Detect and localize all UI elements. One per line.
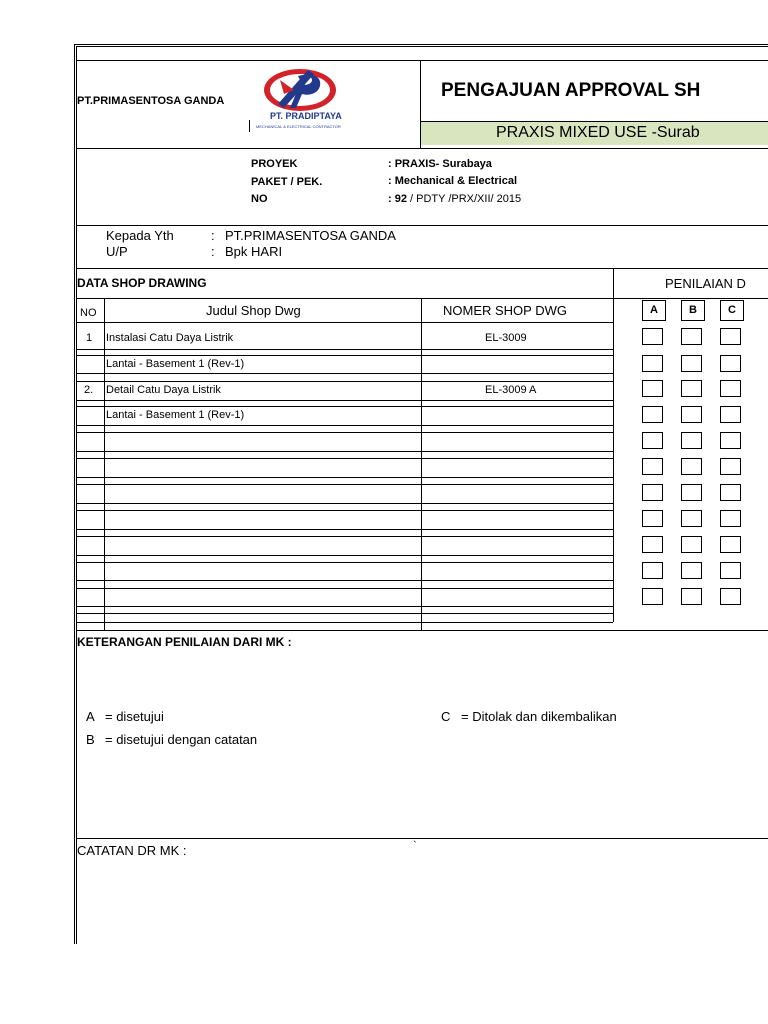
legend-b-text: = disetujui dengan catatan	[105, 732, 258, 747]
row-line	[76, 580, 613, 581]
row-1-no: 1	[86, 332, 93, 344]
row-line	[76, 536, 613, 537]
logo-tick	[249, 120, 250, 132]
checkbox-c-row-6[interactable]	[720, 458, 741, 475]
row-line	[76, 451, 613, 452]
checkbox-a-row-10[interactable]	[642, 562, 663, 579]
checkbox-b-row-9[interactable]	[681, 536, 702, 553]
header-bottom-line	[76, 148, 768, 149]
checkbox-a-row-4[interactable]	[642, 406, 663, 423]
row-line	[76, 588, 613, 589]
project-bottom-line	[76, 225, 768, 226]
assessment-title: PENILAIAN D	[665, 276, 746, 291]
checkbox-a-row-11[interactable]	[642, 588, 663, 605]
company-name: PT.PRIMASENTOSA GANDA	[77, 95, 225, 107]
row-line	[76, 613, 613, 614]
checkbox-c-row-5[interactable]	[720, 432, 741, 449]
to-value: PT.PRIMASENTOSA GANDA	[225, 228, 396, 243]
project-subtitle: PRAXIS MIXED USE -Surab	[496, 124, 700, 141]
row-2-title: Lantai - Basement 1 (Rev-1)	[106, 358, 245, 370]
row-line	[76, 373, 613, 374]
row-line	[76, 400, 613, 401]
row-3-title: Detail Catu Daya Listrik	[106, 384, 221, 396]
column-no: NO	[80, 307, 97, 319]
notes-label: CATATAN DR MK :	[77, 843, 187, 858]
row-4-title: Lantai - Basement 1 (Rev-1)	[106, 409, 245, 421]
assessment-divider	[613, 268, 614, 622]
checkbox-b-row-10[interactable]	[681, 562, 702, 579]
checkbox-b-row-5[interactable]	[681, 432, 702, 449]
checkbox-b-row-1[interactable]	[681, 328, 702, 345]
row-line	[76, 606, 613, 607]
checkbox-c-row-10[interactable]	[720, 562, 741, 579]
checkbox-c-row-4[interactable]	[720, 406, 741, 423]
legend-b-key: B	[86, 732, 95, 747]
document-number	[388, 193, 521, 205]
checkbox-c-row-2[interactable]	[720, 355, 741, 372]
legend-a-key: A	[86, 709, 95, 724]
row-line	[76, 562, 613, 563]
legend-bottom-line	[76, 838, 768, 839]
table-header-bottom-line	[76, 322, 613, 323]
checkbox-b-row-3[interactable]	[681, 380, 702, 397]
checkbox-b-row-11[interactable]	[681, 588, 702, 605]
row-line	[76, 425, 613, 426]
checkbox-b-row-8[interactable]	[681, 510, 702, 527]
up-value: Bpk HARI	[225, 244, 283, 259]
row-line	[76, 432, 613, 433]
row-line	[76, 622, 613, 623]
frame-top-line-inner	[76, 46, 768, 47]
checkbox-a-row-5[interactable]	[642, 432, 663, 449]
row-line	[76, 477, 613, 478]
row-1-title: Instalasi Catu Daya Listrik	[106, 332, 234, 344]
checkbox-a-row-6[interactable]	[642, 458, 663, 475]
row-line	[76, 484, 613, 485]
legend-title: KETERANGAN PENILAIAN DARI MK :	[77, 635, 292, 649]
page-title: PENGAJUAN APPROVAL SH	[441, 80, 701, 101]
header-top-line	[76, 60, 768, 61]
checkbox-b-row-2[interactable]	[681, 355, 702, 372]
row-line	[76, 555, 613, 556]
legend-a-text: = disetujui	[105, 709, 164, 724]
column-number: NOMER SHOP DWG	[443, 303, 567, 318]
package-label: PAKET / PEK.	[251, 176, 323, 188]
logo-tagline: MECHANICAL & ELECTRICAL CONTRACTOR	[256, 124, 341, 129]
checkbox-a-row-8[interactable]	[642, 510, 663, 527]
checkbox-b-row-7[interactable]	[681, 484, 702, 501]
recipient-bottom-line	[76, 268, 768, 269]
subtitle-banner	[421, 122, 768, 145]
checkbox-b-row-4[interactable]	[681, 406, 702, 423]
package-value: : Mechanical & Electrical	[388, 175, 517, 187]
checkbox-c-row-7[interactable]	[720, 484, 741, 501]
section-title-bottom-line	[76, 298, 768, 299]
row-line	[76, 355, 613, 356]
number-label: NO	[251, 193, 268, 205]
row-line	[76, 381, 613, 382]
up-label: U/P	[106, 244, 128, 259]
checkbox-a-row-2[interactable]	[642, 355, 663, 372]
section-title: DATA SHOP DRAWING	[77, 276, 207, 290]
checkbox-a-row-1[interactable]	[642, 328, 663, 345]
row-1-number: EL-3009	[485, 332, 527, 344]
checkbox-c-row-8[interactable]	[720, 510, 741, 527]
row-line	[76, 503, 613, 504]
row-3-number: EL-3009 A	[485, 384, 537, 396]
logo-name: PT. PRADIPTAYA	[270, 111, 342, 121]
checkbox-b-row-6[interactable]	[681, 458, 702, 475]
checkbox-c-row-11[interactable]	[720, 588, 741, 605]
row-line	[76, 458, 613, 459]
checkbox-c-row-3[interactable]	[720, 380, 741, 397]
document-number-rest: / PDTY /PRX/XII/ 2015	[406, 193, 522, 205]
checkbox-a-row-3[interactable]	[642, 380, 663, 397]
to-label: Kepada Yth	[106, 228, 174, 243]
frame-left-line-inner	[76, 46, 77, 944]
grade-header-a: A	[642, 300, 666, 321]
project-label: PROYEK	[251, 158, 298, 170]
grade-header-c: C	[720, 300, 744, 321]
checkbox-a-row-9[interactable]	[642, 536, 663, 553]
table-bottom-line	[76, 630, 768, 631]
frame-left-line	[74, 44, 75, 944]
row-line	[76, 349, 613, 350]
grade-header-b: B	[681, 300, 705, 321]
checkbox-c-row-1[interactable]	[720, 328, 741, 345]
company-logo	[250, 64, 360, 134]
legend-c-key: C	[441, 709, 451, 724]
row-line	[76, 510, 613, 511]
legend-c-text: = Ditolak dan dikembalikan	[461, 709, 617, 724]
frame-top-line	[74, 44, 768, 45]
to-separator: :	[211, 228, 215, 243]
row-3-no: 2.	[84, 384, 94, 396]
checkbox-a-row-7[interactable]	[642, 484, 663, 501]
column-title: Judul Shop Dwg	[206, 303, 301, 318]
row-line	[76, 406, 613, 407]
row-line	[76, 529, 613, 530]
checkbox-c-row-9[interactable]	[720, 536, 741, 553]
project-value: : PRAXIS- Surabaya	[388, 158, 492, 170]
notes-mark: `	[413, 840, 417, 852]
document-number-main: : 92	[388, 193, 407, 205]
up-separator: :	[211, 244, 215, 259]
